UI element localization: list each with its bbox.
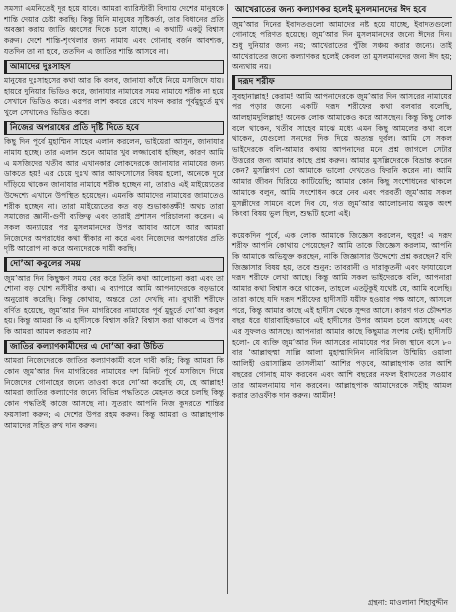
section-heading: জাতির কল্যাণকামীদের এ দো’আ করা উচিত: [4, 340, 224, 355]
section-body: জুম’আর দিনের ইবাদতগুলো আমাদের নষ্ট হয়ে যাচ্ছে, ইবাদতগুলো গোনাহে পরিণত হয়েছে। জুম’আর দিন মুসলমানদের জন্যে ঈদের দিন। শুধু দুনিয়ার জন্য নয়; আখেরাতের পুঁজি সঞ্চয় করার জন্যে। তাই আখেরাতের জন্যে কল্যাণকর হলেই কেবল তা মুসলমানদের জন্য ঈদ হয়; অন্যথায় নয়।: [232, 19, 452, 72]
section-heading: দরূদ শরীফ: [232, 75, 452, 90]
right-column: [228, 4, 452, 594]
section-body: মানুষের দুঃসাহসের কথা আর কি বলব, জানাযা কাঁধে নিয়ে মসজিদে যায়। হায়রে দুনিয়ার ভিডিও করে, জানাযার নামাযের সময় নামাযে শরীক না হয়ে সেখানে ভিডিও করে। এরপর লাশ কবরে রেখে দাফন করার পূর্বমুহূর্তে মুখ খুলে সেখানেও ভিডিও করে।: [4, 76, 224, 118]
section-heading: আমাদের দুঃসাহস: [4, 60, 224, 75]
section-body: সুবহানাল্লাহ! কেরাম! আমি আপনাদেরকে জুম’আর দিন আসরের নামাযের পর পড়ার জন্যে একটি দরূদ শরীফের কথা বলবার বলেছি, আলহামদুলিল্লাহ! অনেক লোক আমাকেও করে আসছেন। কিন্তু কিছু লোক বলে থাকেন, খতীব সাহেব মাঝে মধ্যে এমন কিছু আমলের কথা বলে থাকেন, যেগুলো সনদের দিক দিয়ে অত্যন্ত দুর্বল। আমি সে সকল ভাইদেরকে বলি-আমার কথায় আপনাদের মনে প্রশ্ন জাগলে সেটার উত্তরের জন্য আমার কাছে প্রশ্ন করুন। আমার মুসল্লিদেরকে বিভ্রান্ত করেন কেন? মুসল্লিগণ তো আমাকে ভালো দেখতেও ফিরনি করেন না। আমি আমার জীবন ঘিরিয়ে কাটিয়েছি; আমার কোন কিছু সংশোধনের থাকলে আমাকে বলুন, আমি সংশোধন করে নেব এবং পরবর্তী জুম’আয় সকল মুসল্লীদের সামনে বলে দিব যে, গত জুম’আর আলোচনায় অমুক অংশ কিংবা বিষয় ভুল ছিল, শুদ্ধটি হলো এই। কয়েকদিন পূর্বে, এক লোক আমাকে জিজ্ঞেস করলেন, হুযুর! এ দরূদ শরীফ আপনি কোথায় পেয়েছেন? আমি তাকে জিজ্ঞেস করলাম, আপনি কি আমাকে অভিযুক্ত করছেন, নাকি জিজ্ঞাসার উদ্দেশ্যে প্রশ্ন করছেন? যদি জিজ্ঞাসার বিষয় হয়, তবে শুনুন: তাবরানী ও দারাকুতনী এবং ফাযায়েলে দরূদ শরীফে লেখা আছে। কিন্তু আমি সকল ভাইদেরকে বলি, আপনারা আমার কথা বিশ্বাস করে থাকেন, তাহলে এতটুকুই যথেষ্ট যে, আমি বলেছি। তারা কাছে যদি দরূদ শরীফের হাদীসটি যয়ীফ হওয়ার পক্ষ আসে, আসলে পরে, কিন্তু আমার কাছে এই হাদীস থেকে সুন্দর আসে। কারণ গত চৌদ্দশত বছর ধরে ধারাবাহিকভাবে এই হাদীসের উপর আমল চলে আসছে এবং এর সুফলও আসছে। আপনারা আমার কাছে কিছুমাত্র সংশয় নেই। হাদীসটি হলো- যে ব্যক্তি জুম’আর দিন আসরের নামাযের পর নিজ স্থানে বসে ৮০ বার ‘আল্লাহুম্মা সাল্লি আলা মুহাম্মাদিনিন নাবিয়্যিল উম্মিয়্যি ওয়ালা আলিহী ওয়াসাল্লিম তাসলীমা’ আশির পড়বে, আল্লাহপাক তার আশি বছরের গোনাহ মাফ করবেন এবং আশি বছরের নফল ইবাদতের সওয়াব তার আমলনামায় দান করবেন। আল্লাহপাক আমাদেরকে সহীহ আমল করার তাওফীক দান করুন। আমীন!: [232, 91, 452, 401]
article-columns: [4, 4, 452, 594]
section-heading: আখেরাতের জন্য কল্যাণকর হলেই মুসলমানদের ঈদ হবে: [232, 4, 452, 18]
left-column: [4, 4, 228, 594]
byline: গ্রন্থনা: মাওলানা শিহাবুদ্দীন: [367, 598, 448, 607]
intro-paragraph: সমস্যা এমনিতেই দূর হয়ে যাবে। আমরা ব্যারিস্টারী বিদ্যায় দেশের মানুষকে শান্তি দেয়ার চেষ্টা করছি। কিন্তু যিনি মানুষের সৃষ্টিকর্তা, তার বিধানের প্রতি অবজ্ঞা করায় জাতি ধ্বংসের দিকে চলে যাচ্ছে। এ কথাটি একটু বিশ্বাস করুন। দেশে শান্তি-শৃংখলার জন্য নামায এবং গোনাহ বর্জন আবশ্যক, যতদিন তা না হবে, ততদিন এ জাতির শান্তি আসবে না।: [4, 4, 224, 56]
section-heading: নিজের অপরাধের প্রতি দৃষ্টি দিতে হবে: [4, 121, 224, 136]
section-body: জুম’আর দিন কিছুক্ষণ সময় বের করে তিনি কথা আলোচনা করা এবং তা শোনা বড় খোশ নসীবীর কথা। এ ব্যাপারে আমি আপনাদেরকে বড়ভাবে অনুরোধ করেছি। কিন্তু কোথায়, অন্তরে তো দেখছি না। বুখারী শরীফে বর্ণিত হয়েছে, জুম’আর দিন মাগরিবের নামাযের পূর্ব মুহূর্তে দো’আ কবুল হয়। কিন্তু আমরা কি এ হাদীসকে বিশ্বাস করি? বিশ্বাস করা থাকলে এ উপর কি আমরা আমল করতাম না?: [4, 273, 224, 337]
section-heading: দো’আ কবুলের সময়: [4, 257, 224, 272]
section-body: কিছু দিন পূর্বে মুহাম্মিন সাহেব এলান করলেন, ভাইয়েরা আসুন, জানাযার নামায হচ্ছে। তার এলান শুনে আমার খুব লজ্জাবোধ হচ্ছিল, কারণ আমি এ মসজিদের খতীব আর এখানকার লোকদেরকে জানাযার নামাযের জন্য ডাকতে হয়! এর চেয়ে দুঃখ আর আফসোসের বিষয় হলো, অনেকে দূরে দাঁড়িয়ে থাকেন জানাযার নামাযে শরীক হচ্ছেন না, তারাও এই মাইয়্যেতের উদ্দেশ্যে এখানে উপস্থিত হয়েছেন। এমনকি আমাদের নামাযের জামাতেও শরীক হচ্ছেন না। তারা মাইয়্যেতের কত বড় শুভাকাঙ্ক্ষী! অথচ তারা সমাজের জ্ঞানী-গুণী ব্যক্তিত্ব এবং তারাই প্রশাসন পরিচালনা করেন। এ সকল অন্যায়ের পর মুসলমানদের উপর আযাব আসে আর আমরা নিজেদের অপরাধের কথা স্বীকার না করে এবং নিজেদের অপরাধের প্রতি দৃষ্টি আরোপ না করে অন্যদেরকে দায়ী করছি।: [4, 137, 224, 254]
section-body: আমরা নিজেদেরকে জাতির কল্যাণকামী বলে দাবী করি; কিন্তু আমরা কি কোন জুম’আর দিন মাগরিবের নামাযের দশ মিনিট পূর্বে মসজিদে গিয়ে নিজেদের গোনাহের জন্যে তাওবা করে দো’আ করেছি যে, হে আল্লাহ! আমরা জাতির কল্যাণের জন্যে বিভিন্ন পদ্ধতিতে মেহনত করে চলছি কিন্তু কোন পদ্ধতিই কাজে আসছে না। সুতরাং আপনি নিজ কুদরতে শান্তির ফয়সালা করুন; এ দেশের উপর রহম করুন। কিন্তু আমরা ও আল্লাহপাক আমাদের সহিত রুখ দান করুন।: [4, 356, 224, 430]
